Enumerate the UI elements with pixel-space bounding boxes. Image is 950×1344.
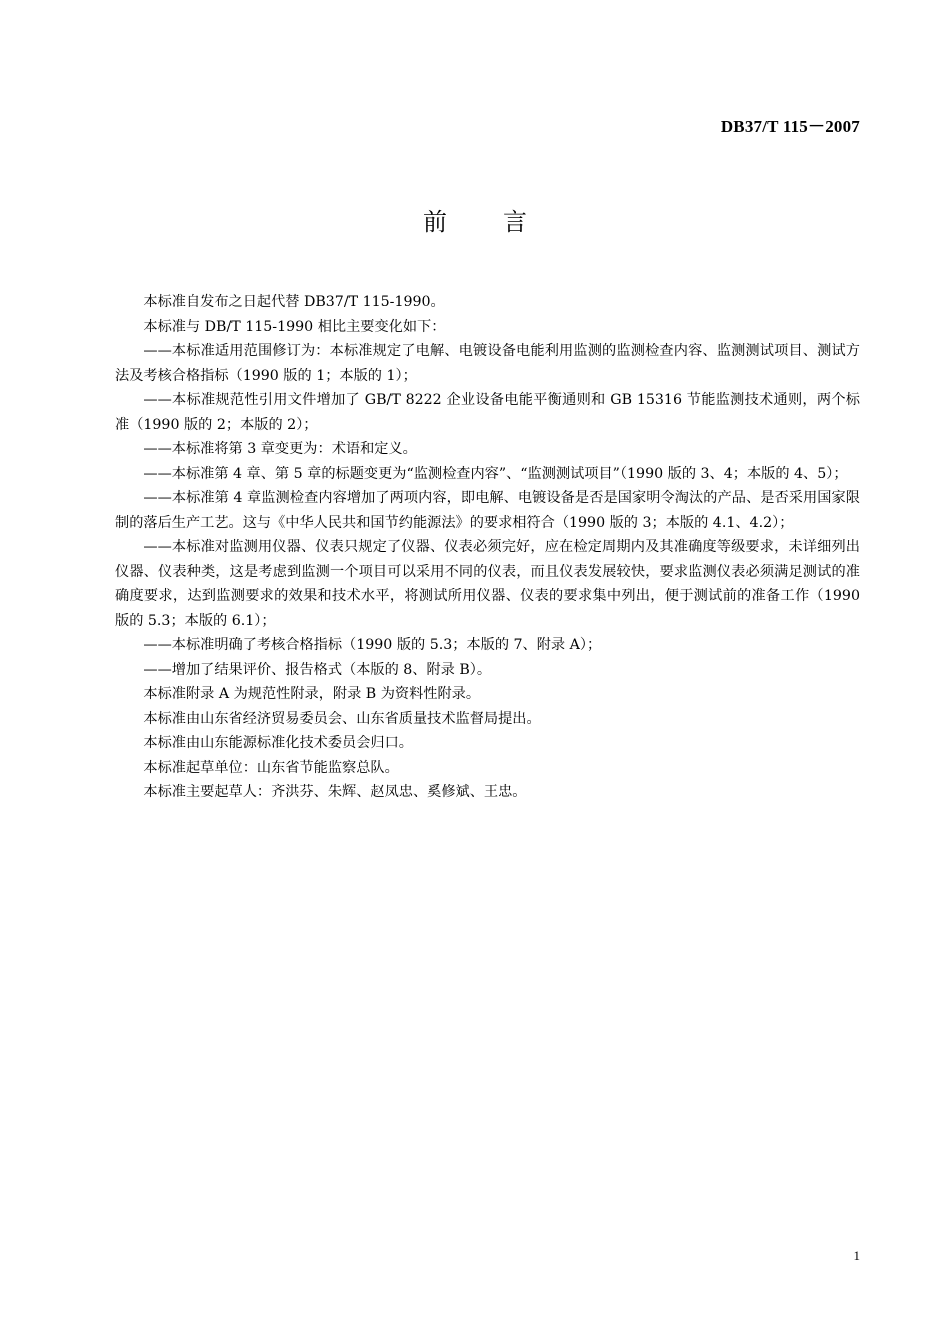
- paragraph-change-references: ——本标准规范性引用文件增加了 GB/T 8222 企业设备电能平衡通则和 GB 15316 节能监测技术通则，两个标准（1990 版的 2；本版的 2）；: [115, 392, 860, 433]
- paragraph-administered-by: 本标准由山东能源标准化技术委员会归口。: [143, 735, 413, 751]
- foreword-body: [115, 290, 860, 805]
- paragraph-changes-intro: 本标准与 DB/T 115-1990 相比主要变化如下：: [143, 318, 446, 335]
- paragraph-drafting-unit: 本标准起草单位：山东省节能监察总队。: [143, 759, 399, 776]
- paragraph-change-instruments: ——本标准对监测用仪器、仪表只规定了仪器、仪表必须完好，应在检定周期内及其准确度等级要求，未详细列出仪器、仪表种类，这是考虑到监测一个项目可以采用不同的仪表，而且仪表发展较快，要求监测仪表必须满足测试的准确度要求，达到监测要求的效果和技术水平，将测试所用仪器、仪表的要求集中列出，便于测试前的准备工作（1990 版的 5.3；本版的 6.1）；: [115, 539, 860, 629]
- paragraph-change-report-format: ——增加了结果评价、报告格式（本版的 8、附录 B）。: [143, 661, 492, 678]
- paragraph-proposed-by: 本标准由山东省经济贸易委员会、山东省质量技术监督局提出。: [143, 710, 541, 727]
- standard-code: DB37/T 115－2007: [720, 117, 860, 136]
- paragraph-change-chapter4-content: ——本标准第 4 章监测检查内容增加了两项内容，即电解、电镀设备是否是国家明令淘汰的产品、是否采用国家限制的落后生产工艺。这与《中华人民共和国节约能源法》的要求相符合（1990 版的 3；本版的 4.1、4.2）；: [115, 490, 860, 531]
- paragraph-change-indicators: ——本标准明确了考核合格指标（1990 版的 5.3；本版的 7、附录 A）；: [143, 637, 602, 653]
- paragraph-change-chapter3: ——本标准将第 3 章变更为：术语和定义。: [143, 441, 417, 457]
- page-title: 前言: [423, 208, 583, 236]
- paragraph-replacement: 本标准自发布之日起代替 DB37/T 115-1990。: [143, 294, 445, 310]
- paragraph-change-scope: ——本标准适用范围修订为：本标准规定了电解、电镀设备电能利用监测的监测检查内容、监测测试项目、测试方法及考核合格指标（1990 版的 1；本版的 1）；: [115, 343, 860, 384]
- page-number: 1: [853, 1248, 860, 1263]
- paragraph-drafters: 本标准主要起草人：齐洪芬、朱辉、赵凤忠、奚修斌、王忠。: [143, 784, 527, 800]
- paragraph-change-chapter4-5-titles: ——本标准第 4 章、第 5 章的标题变更为“监测检查内容”、“监测测试项目”（1990 版的 3、4；本版的 4、5）；: [143, 465, 848, 482]
- paragraph-annexes: 本标准附录 A 为规范性附录，附录 B 为资料性附录。: [143, 686, 481, 702]
